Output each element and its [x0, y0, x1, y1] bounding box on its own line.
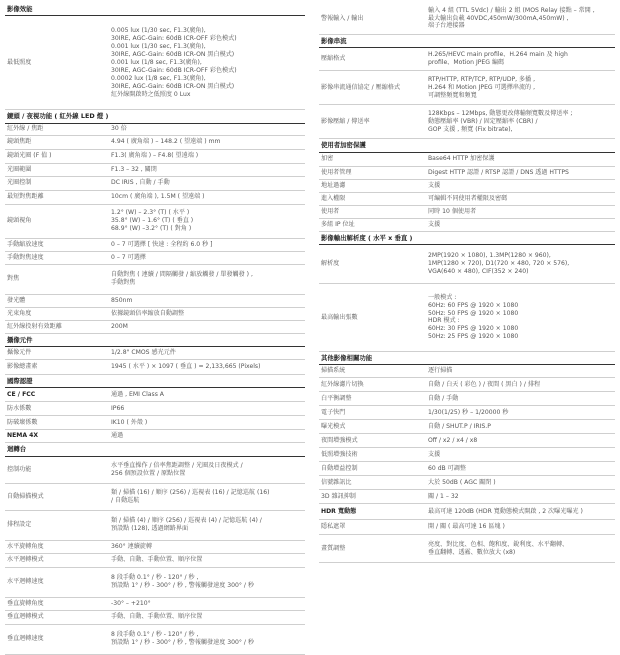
section-heading: 使用者加密保護 — [319, 139, 615, 152]
spec-value — [426, 490, 615, 503]
spec-row — [5, 611, 305, 625]
spec-value-line: 通過 — [111, 432, 124, 440]
spec-row — [319, 167, 615, 180]
spec-label: 手動對焦速度 — [7, 253, 44, 261]
spec-value-line: 30IRE, AGC-Gain: 60dB ICR-OFF 彩色模式) — [111, 66, 237, 74]
spec-row — [319, 378, 615, 392]
spec-value — [109, 16, 305, 109]
spec-value-line: 60Hz: 30 FPS @ 1920 × 1080 — [428, 325, 519, 333]
spec-value-line: 預設點 1° / 秒 - 300° / 秒 , 警報觸發速度 300° / 秒 — [111, 582, 254, 590]
section-heading: 攝像元件 — [5, 334, 305, 347]
spec-label: 紅外線濾片切換 — [321, 380, 364, 388]
spec-row — [5, 308, 305, 321]
spec-row — [5, 205, 305, 239]
spec-row — [319, 520, 615, 535]
spec-value — [426, 420, 615, 433]
spec-column-right — [319, 3, 615, 563]
spec-row — [319, 434, 615, 448]
spec-value-line: 850nm — [111, 296, 133, 304]
spec-value-line: 自動 / SHUT.P / IRIS.P — [428, 422, 491, 430]
spec-label: 攝像元件 — [7, 349, 32, 357]
spec-value — [426, 392, 615, 405]
spec-row — [5, 252, 305, 265]
spec-value — [109, 416, 305, 429]
spec-value — [109, 265, 305, 294]
spec-label: 水平迴轉模式 — [7, 556, 44, 564]
spec-value — [109, 625, 305, 654]
spec-value — [426, 448, 615, 461]
spec-row — [5, 239, 305, 252]
spec-label: 地址過濾 — [321, 181, 346, 189]
spec-value-line: F1.3( 廣角端 ) – F4.8( 望遠端 ) — [111, 152, 199, 160]
spec-value-line: 亮度、對比度、色相、飽和度、銳利度、水平翻轉、 — [428, 540, 569, 548]
spec-label: 光圈控制 — [7, 179, 32, 187]
spec-row — [5, 598, 305, 611]
spec-label: 加密 — [321, 155, 334, 163]
spec-value-line: 4.94 ( 廣角端 ) – 148.2 ( 望遠端 ) mm — [111, 138, 221, 146]
spec-label: 排程設定 — [7, 521, 32, 529]
spec-label: 電子快門 — [321, 408, 346, 416]
spec-value-line: 35.8° (W) – 1.6° (T) ( 垂直 ) — [111, 217, 194, 225]
spec-label: 紅外線投射有效距離 — [7, 322, 62, 330]
spec-value-line: 自動對焦 ( 連續 / 間隔觸發 / 縮放觸發 / 單發觸發 ) , — [111, 271, 253, 279]
spec-label: 夜間增強模式 — [321, 436, 358, 444]
spec-row — [5, 360, 305, 375]
spec-label: 使用者 — [321, 207, 340, 215]
spec-value-line: 可編輯不同使用者權限及密碼 — [428, 194, 508, 202]
spec-label: 控制功能 — [7, 465, 32, 473]
spec-value — [109, 205, 305, 238]
spec-value — [109, 402, 305, 415]
spec-label: 鏡頭焦距 — [7, 138, 32, 146]
spec-row — [5, 177, 305, 191]
spec-value — [109, 360, 305, 374]
spec-value-line: 垂直翻轉、透霧、數位放大 (x8) — [428, 548, 516, 556]
spec-value-line: 0.0002 lux (1/8 sec, F1.3(廣角), — [111, 74, 206, 82]
spec-label: CE / FCC — [7, 390, 36, 398]
spec-value-line: 50Hz: 25 FPS @ 1920 × 1080 — [428, 333, 519, 341]
spec-row — [5, 457, 305, 484]
spec-label: 防破壞係數 — [7, 418, 38, 426]
spec-value-line: VGA(640 × 480), CIF(352 × 240) — [428, 267, 529, 275]
spec-value-line: 紅外線開啟時之低照度 0 Lux — [111, 90, 191, 98]
spec-label: 紅外線 / 焦距 — [7, 125, 44, 133]
spec-value — [426, 378, 615, 391]
spec-value-line: 開 / 關 ( 最高可達 16 區塊 ) — [428, 523, 505, 531]
spec-row — [319, 490, 615, 504]
spec-value-line: 支援 — [428, 450, 441, 458]
spec-label: 最短對焦距離 — [7, 193, 44, 201]
spec-value-line: 依據鏡頭倍率縮放自動調整 — [111, 309, 185, 317]
spec-value — [109, 541, 305, 553]
spec-label: 曝光模式 — [321, 422, 346, 430]
section-heading: 鏡頭 / 夜視功能 ( 紅外線 LED 燈 ) — [5, 110, 305, 123]
spec-value — [109, 164, 305, 176]
spec-value-line: H.264 和 Motion JPEG 可選擇串流的 , — [428, 83, 536, 91]
spec-row — [319, 219, 615, 232]
spec-value — [109, 252, 305, 264]
spec-value-line: IP66 — [111, 404, 125, 412]
section-heading: 影像效能 — [5, 3, 305, 16]
spec-value — [109, 321, 305, 333]
spec-value-line: 手動、自動、手動位置、順序位置 — [111, 613, 203, 621]
spec-value — [109, 611, 305, 624]
spec-value-line: 自動 / 白天 ( 彩色 ) / 夜間 ( 黑白 ) / 排程 — [428, 380, 541, 388]
spec-row — [319, 48, 615, 71]
spec-label: 低照增強技術 — [321, 450, 358, 458]
spec-label: 鏡頭光圈 (F 值 ) — [7, 152, 52, 160]
spec-value — [109, 124, 305, 135]
spec-value-line: 預設點 (128), 透過網路界面 — [111, 525, 189, 533]
spec-value-line: / 自動巡航 — [111, 496, 140, 504]
spec-value-line: 1/2.8" CMOS 感光元件 — [111, 349, 176, 357]
spec-row — [319, 476, 615, 490]
spec-value — [109, 554, 305, 567]
spec-label: 影像壓縮 / 傳送率 — [321, 117, 370, 125]
spec-value-line: 類 / 掃描 (4) / 順序 (256) / 巡視表 (4) / 記憶巡航 (4) / — [111, 517, 262, 525]
spec-value — [426, 206, 615, 218]
spec-label: 壓縮格式 — [321, 55, 346, 63]
spec-row — [319, 284, 615, 352]
spec-value-line: 8 段手動 0.1° / 秒 - 120° / 秒 , — [111, 574, 199, 582]
spec-value — [426, 406, 615, 419]
spec-value-line: 預設點 1° / 秒 - 300° / 秒 , 警報觸發速度 300° / 秒 — [111, 639, 254, 647]
spec-value — [109, 295, 305, 307]
spec-value-line: 最高可達 120dB (HDR 寬動態模式開啟 , 2 次曝光曝光 ) — [428, 507, 583, 515]
spec-label: 影像總畫素 — [7, 363, 38, 371]
spec-row — [5, 136, 305, 150]
spec-label: 鏡頭視角 — [7, 217, 32, 225]
spec-value — [109, 136, 305, 149]
spec-label: 對焦 — [7, 275, 20, 283]
spec-value-line: 68.9° (W) –3.2° (T) ( 對角 ) — [111, 225, 192, 233]
spec-value-line: 360° 連續旋轉 — [111, 542, 152, 550]
spec-row — [5, 191, 305, 205]
spec-value-line: 60 dB 可調整 — [428, 464, 466, 472]
section-heading: 影像串流 — [319, 35, 615, 48]
spec-value — [426, 3, 615, 34]
spec-value-line: 支援 — [428, 220, 441, 228]
spec-value-line: H.265/HEVC main profile、H.264 main 及 high — [428, 51, 568, 59]
spec-value — [426, 504, 615, 519]
spec-value-line: 0 – 7 可選擇 — [111, 253, 146, 261]
spec-label: 手動縮放速度 — [7, 240, 44, 248]
section-heading: 迴轉台 — [5, 443, 305, 456]
spec-value — [426, 48, 615, 70]
spec-row — [5, 484, 305, 511]
section-heading: 其他影像相關功能 — [319, 352, 615, 365]
spec-row — [5, 124, 305, 136]
spec-row — [319, 365, 615, 378]
spec-value-line: 0.001 lux (1/30 sec, F1.3(廣角), — [111, 43, 206, 51]
spec-value-line: 0 – 7 可選擇 [ 快速 : 全程約 6.0 秒 ] — [111, 240, 213, 248]
spec-value-line: 支援 — [428, 181, 441, 189]
spec-label: 垂直迴轉速度 — [7, 635, 44, 643]
spec-value-line: Base64 HTTP 加密保護 — [428, 155, 495, 163]
spec-row — [319, 153, 615, 167]
spec-value — [426, 535, 615, 562]
spec-value-line: 1945 ( 水平 ) × 1097 ( 垂直 ) = 2,133,665 (Pixels) — [111, 363, 261, 371]
spec-value — [426, 245, 615, 283]
spec-value — [109, 388, 305, 401]
spec-value-line: 逐行掃描 — [428, 367, 453, 375]
spec-value — [426, 153, 615, 166]
spec-value — [426, 193, 615, 205]
spec-value-line: 最大輸出負載 40VDC,450mW/300mA,450mW) , — [428, 14, 569, 22]
section-heading: 影像輸出解析度 ( 水平 x 垂直 ) — [319, 232, 615, 245]
spec-value-line: DC IRIS , 自動 / 手動 — [111, 179, 170, 187]
spec-row — [5, 541, 305, 554]
spec-value-line: HDR 模式 : — [428, 317, 460, 325]
spec-row — [319, 71, 615, 105]
spec-row — [319, 462, 615, 476]
spec-row — [5, 295, 305, 308]
spec-label: HDR 寬動態 — [321, 507, 357, 515]
spec-value-line: 類 / 掃描 (16) / 順序 (256) / 巡視表 (16) / 記憶巡航 (16) — [111, 488, 270, 496]
spec-value-line: 一般模式 : — [428, 293, 457, 301]
spec-value-line: 水平垂直操作 / 倍率焦距調整 / 光圈及日夜模式 / — [111, 461, 243, 469]
spec-value-line: 可調整頻寬和頻寬 — [428, 91, 477, 99]
spec-value-line: 1MP(1280 × 720), D1(720 × 480, 720 × 576), — [428, 260, 570, 268]
spec-row — [319, 504, 615, 520]
spec-row — [5, 554, 305, 568]
spec-label: 垂直旋轉角度 — [7, 599, 44, 607]
spec-value — [109, 568, 305, 597]
spec-value — [109, 150, 305, 163]
spec-value — [109, 511, 305, 540]
spec-row — [5, 430, 305, 443]
spec-label: 掃描系統 — [321, 367, 346, 375]
spec-label: 進入權限 — [321, 194, 346, 202]
spec-row — [5, 511, 305, 541]
spec-value — [426, 462, 615, 475]
spec-value-line: 0.005 lux (1/30 sec, F1.3(廣角), — [111, 27, 206, 35]
spec-value-line: 8 段手動 0.1° / 秒 - 120° / 秒 , — [111, 631, 199, 639]
spec-value-line: 手動對焦 — [111, 279, 136, 287]
spec-value-line: IK10 ( 外殼 ) — [111, 418, 148, 426]
spec-row — [319, 105, 615, 139]
spec-value — [426, 365, 615, 377]
spec-value — [426, 476, 615, 489]
spec-value-line: GOP 支援 , 頻寬 (Fix bitrate), — [428, 125, 513, 133]
spec-value — [426, 284, 615, 351]
spec-value — [109, 191, 305, 204]
spec-label: 解析度 — [321, 260, 340, 268]
spec-label: 發光體 — [7, 296, 26, 304]
spec-row — [5, 321, 305, 334]
spec-value-line: 50Hz: 50 FPS @ 1920 × 1080 — [428, 309, 519, 317]
spec-row — [319, 535, 615, 563]
spec-value — [109, 308, 305, 320]
spec-row — [5, 150, 305, 164]
spec-value-line: 動態壓縮率 (VBR) / 固定壓縮率 (CBR) / — [428, 117, 538, 125]
spec-row — [5, 265, 305, 295]
spec-value-line: Digest HTTP 認證 / RTSP 認證 / DNS 透過 HTTPS — [428, 168, 569, 176]
spec-row — [319, 420, 615, 434]
spec-value-line: 256 個預設位置 / 原點位置 — [111, 469, 186, 477]
spec-value — [426, 167, 615, 179]
spec-label: 光束角度 — [7, 309, 32, 317]
spec-label: 防水係數 — [7, 404, 32, 412]
spec-row — [319, 3, 615, 35]
spec-label: 影像串流通信協定 / 壓縮格式 — [321, 83, 401, 91]
spec-column-left — [5, 3, 305, 655]
spec-value-line: 200M — [111, 322, 128, 330]
spec-label: 水平旋轉角度 — [7, 542, 44, 550]
spec-value-line: 輸入 4 組 (TTL 5Vdc) / 輸出 2 組 (MOS Relay 接點 – 常開 , — [428, 6, 595, 14]
spec-label: 自動增益控制 — [321, 464, 358, 472]
spec-value-line: 通過 , EMI Class A — [111, 390, 164, 398]
spec-label: 自動掃描模式 — [7, 492, 44, 500]
spec-value — [109, 239, 305, 251]
spec-label: 警報輸入 / 輸出 — [321, 14, 364, 22]
spec-label: 3D 雜訊抑制 — [321, 492, 356, 500]
spec-row — [5, 164, 305, 177]
spec-value — [426, 434, 615, 447]
spec-value — [109, 347, 305, 359]
spec-label: 水平迴轉速度 — [7, 578, 44, 586]
spec-value-line: 30 倍 — [111, 125, 127, 133]
spec-row — [5, 402, 305, 416]
spec-value — [109, 457, 305, 483]
spec-row — [319, 406, 615, 420]
spec-label: 垂直迴轉模式 — [7, 613, 44, 621]
spec-value — [426, 71, 615, 104]
spec-value-line: 大於 50dB ( AGC 關閉 ) — [428, 478, 496, 486]
spec-label: 畫質調整 — [321, 544, 346, 552]
section-heading: 國際認證 — [5, 375, 305, 388]
spec-value-line: 1/30(1/25) 秒 – 1/20000 秒 — [428, 408, 509, 416]
spec-value — [426, 105, 615, 138]
spec-label: 最高輸出張數 — [321, 313, 358, 321]
spec-value-line: 60Hz: 60 FPS @ 1920 × 1080 — [428, 301, 519, 309]
spec-row — [5, 16, 305, 110]
spec-value — [109, 598, 305, 610]
spec-row — [5, 416, 305, 430]
spec-label: 使用者管理 — [321, 168, 352, 176]
spec-value — [109, 177, 305, 190]
spec-value — [426, 219, 615, 231]
spec-label: 信號雜訊比 — [321, 478, 352, 486]
spec-row — [319, 193, 615, 206]
spec-value-line: 1.2° (W) – 2.3° (T) ( 水平 ) — [111, 209, 190, 217]
spec-value-line: Off / x2 / x4 / x8 — [428, 436, 478, 444]
spec-label: NEMA 4X — [7, 432, 39, 440]
spec-row — [319, 206, 615, 219]
spec-value — [426, 180, 615, 192]
spec-value-line: 30IRE, AGC-Gain: 60dB ICR-OFF 彩色模式) — [111, 35, 237, 43]
spec-row — [5, 347, 305, 360]
spec-value-line: RTP/HTTP, RTP/TCP, RTP/UDP, 多播 , — [428, 75, 536, 83]
spec-label: 多組 IP 位址 — [321, 220, 355, 228]
spec-value-line: 30IRE, AGC-Gain: 60dB ICR-ON 黑白模式) — [111, 50, 235, 58]
spec-value-line: 10cm ( 廣角端 ), 1.5M ( 望遠端 ) — [111, 193, 205, 201]
spec-label: 最低照度 — [7, 58, 32, 66]
spec-row — [5, 568, 305, 598]
spec-value-line: 128Kbps – 12Mbps, 動態更改傳輸頻寬數及傳送率 ; — [428, 109, 573, 117]
spec-value-line: 手動、自動、手動位置、順序位置 — [111, 556, 203, 564]
spec-value — [426, 520, 615, 534]
spec-value-line: 同時 10 個使用者 — [428, 207, 477, 215]
spec-value-line: F1.3 – 32 , 關閉 — [111, 165, 157, 173]
spec-value-line: profile、Motion JPEG 編碼 — [428, 59, 505, 67]
spec-label: 光圈範圍 — [7, 165, 32, 173]
spec-value-line: 30IRE, AGC-Gain: 60dB ICR-ON 黑白模式) — [111, 82, 235, 90]
spec-value-line: 2MP(1920 × 1080), 1.3MP(1280 × 960), — [428, 252, 551, 260]
spec-value-line: -30° – +210° — [111, 599, 151, 607]
spec-value — [109, 484, 305, 510]
spec-label: 白平衡調整 — [321, 394, 352, 402]
spec-value — [109, 430, 305, 442]
spec-row — [319, 245, 615, 284]
spec-value-line: 0.001 lux (1/8 sec, F1.3(廣角), — [111, 58, 202, 66]
spec-row — [319, 180, 615, 193]
spec-row — [5, 625, 305, 655]
spec-row — [5, 388, 305, 402]
spec-value-line: 關 / 1 – 32 — [428, 492, 459, 500]
spec-value-line: 自動 / 手動 — [428, 394, 459, 402]
spec-label: 隱私遮罩 — [321, 523, 346, 531]
spec-row — [319, 448, 615, 462]
spec-value-line: 端子台連接器 — [428, 22, 465, 30]
spec-row — [319, 392, 615, 406]
